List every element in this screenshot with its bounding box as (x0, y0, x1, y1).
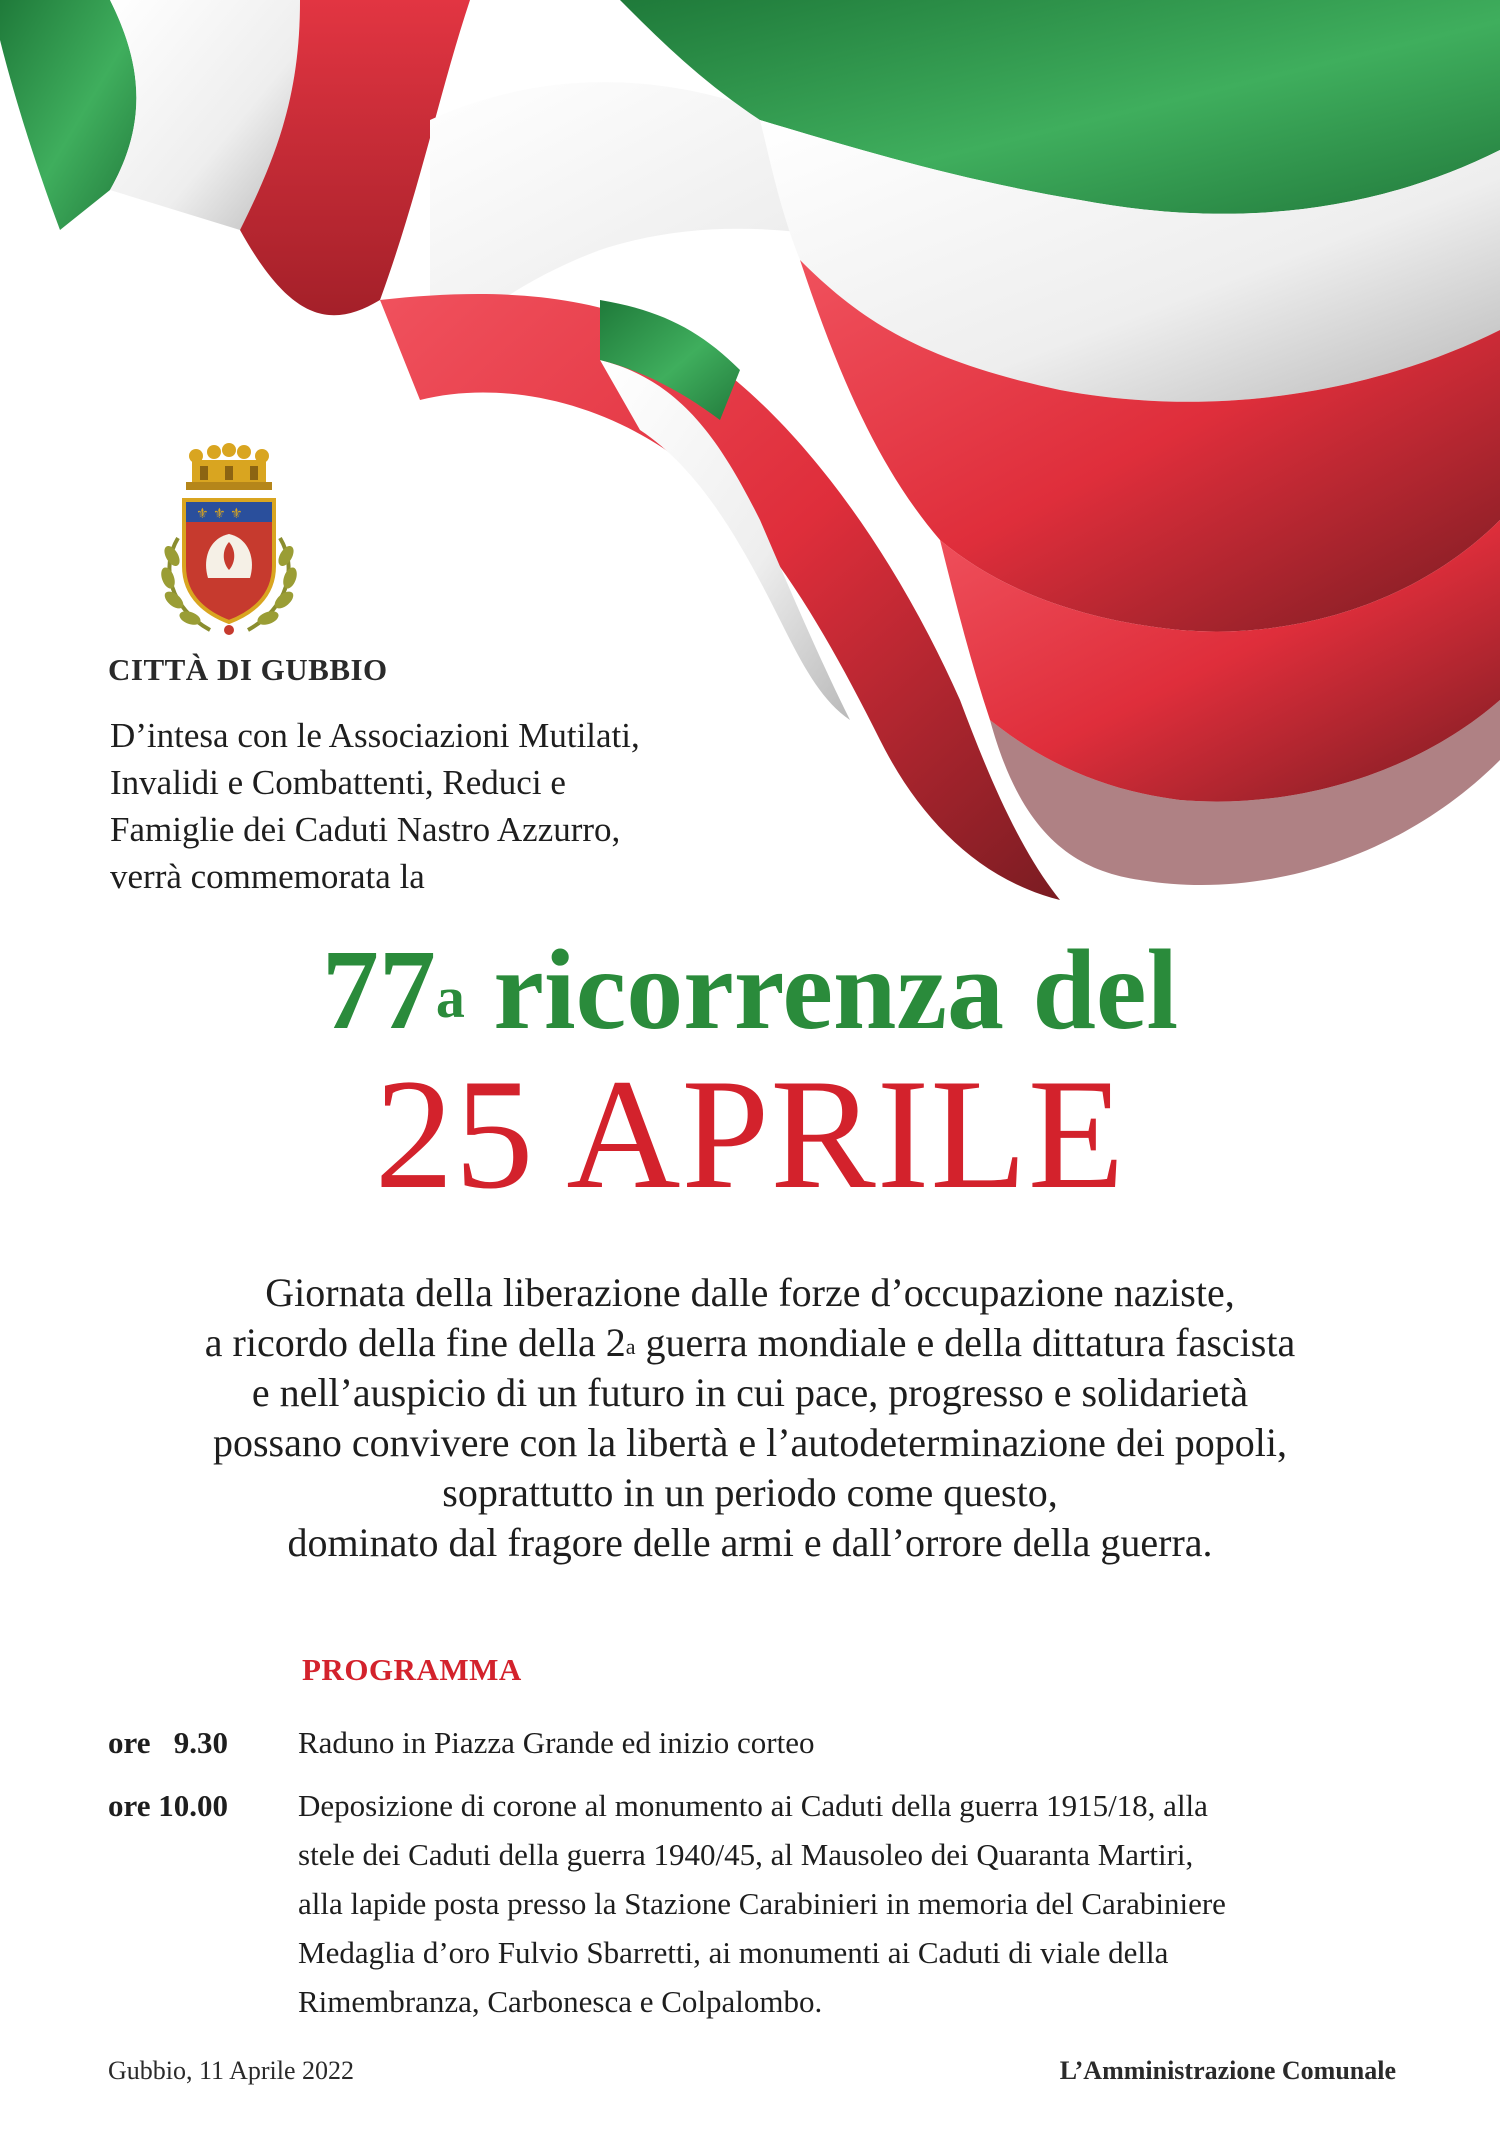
date-title: 25 APRILE (374, 1047, 1126, 1222)
body-line: dominato dal fragore delle armi e dall’orrore della guerra. (287, 1520, 1213, 1565)
intro-text (110, 712, 750, 900)
svg-text:⚜ ⚜ ⚜: ⚜ ⚜ ⚜ (196, 506, 243, 522)
program-schedule (108, 1718, 1428, 2040)
program-description (298, 1781, 1428, 2026)
body-line-part: guerra mondiale e della dittatura fascista (635, 1320, 1296, 1365)
footer-place-date: Gubbio, 11 Aprile 2022 (108, 2056, 355, 2085)
headline-number: 77 (321, 926, 436, 1053)
headline-text: ricorrenza del (464, 926, 1179, 1053)
intro-line: verrà commemorata la (110, 857, 425, 896)
headline (0, 926, 1500, 1053)
program-time: ore 9.30 (108, 1725, 228, 1760)
body-line: soprattutto in un periodo come questo, (442, 1470, 1058, 1515)
program-line: Raduno in Piazza Grande ed inizio corteo (298, 1725, 815, 1760)
intro-line: D’intesa con le Associazioni Mutilati, (110, 716, 640, 755)
program-title: PROGRAMMA (302, 1652, 522, 1687)
city-coat-of-arms-icon (150, 438, 308, 638)
intro-line: Famiglie dei Caduti Nastro Azzurro, (110, 810, 621, 849)
program-description (298, 1718, 1428, 1767)
body-line (0, 1318, 1500, 1368)
footer-signature: L’Amministrazione Comunale (1059, 2056, 1396, 2085)
program-item (108, 1781, 1428, 2026)
body-line-ordinal: a (625, 1334, 636, 1359)
program-line: stele dei Caduti della guerra 1940/45, al Mausoleo dei Quaranta Martiri, (298, 1837, 1194, 1872)
body-line: possano convivere con la libertà e l’autodeterminazione dei popoli, (212, 1420, 1288, 1465)
body-line: e nell’auspicio di un futuro in cui pace, progresso e solidarietà (251, 1370, 1249, 1415)
headline-ordinal: a (435, 965, 465, 1030)
city-name: CITTÀ DI GUBBIO (108, 652, 388, 687)
body-text (0, 1268, 1500, 1568)
body-line: Giornata della liberazione dalle forze d’occupazione naziste, (265, 1270, 1235, 1315)
body-line-part: a ricordo della fine della 2 (204, 1320, 626, 1365)
program-item (108, 1718, 1428, 1767)
program-line: alla lapide posta presso la Stazione Carabinieri in memoria del Carabiniere (298, 1886, 1226, 1921)
program-line: Deposizione di corone al monumento ai Caduti della guerra 1915/18, alla (298, 1788, 1208, 1823)
program-time: ore 10.00 (108, 1788, 228, 1823)
program-line: Medaglia d’oro Fulvio Sbarretti, ai monumenti ai Caduti di viale della (298, 1935, 1169, 1970)
program-line: Rimembranza, Carbonesca e Colpalombo. (298, 1984, 823, 2019)
intro-line: Invalidi e Combattenti, Reduci e (110, 763, 566, 802)
